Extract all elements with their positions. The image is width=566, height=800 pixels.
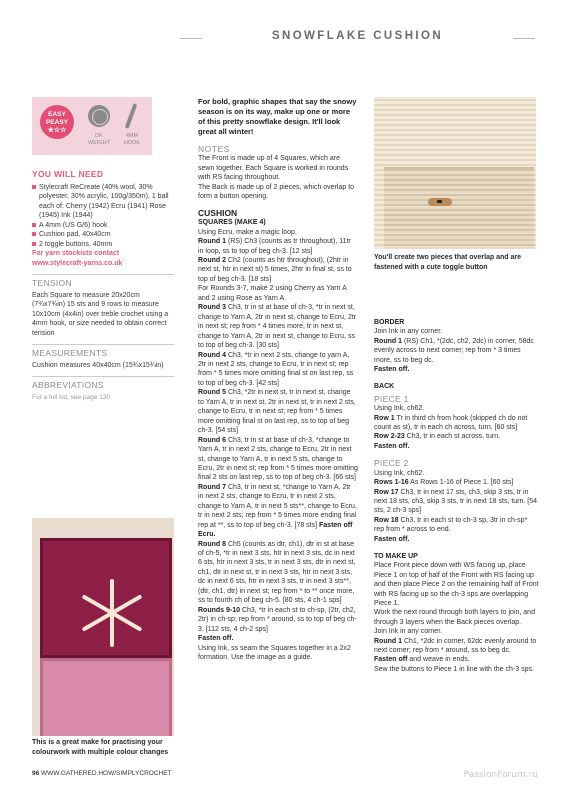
left-column [32,170,174,402]
fasten-text: and weave in ends. [407,656,470,664]
back-heading: BACK [374,383,395,391]
materials-list [32,183,174,250]
fasten-off: Fasten off. [198,635,234,643]
divider [32,274,174,275]
snowflake-icon [111,613,113,615]
notes-text-2: The Back is made up of 2 pieces, which overlap to form a button opening. [198,183,355,201]
round-lead: Round 7 [198,483,226,491]
closing-text: Using Ink, ss seam the Squares together in a 2x2 formation. Use the image as a guide. [198,644,351,662]
abbreviations-text: For a full list, see page 130 [32,393,111,401]
you-will-need-heading: YOU WILL NEED [32,169,104,179]
stockists-line: For yarn stockists contact [32,250,120,257]
round-text: Ch1, *2dc in corner, 62dc evenly around to next corner; rep from * around, ss to beg dc. [374,637,537,654]
badge-stars: ★☆☆ [47,127,67,134]
cushion-heading: CUSHION [198,207,238,218]
round-instruction [198,284,358,303]
piece-2-fasten-off: Fasten off. [374,535,410,543]
toggle-button-photo [374,97,536,249]
hook-label-2: HOOK [123,140,141,146]
divider [32,344,174,345]
piece-2-row-18 [374,516,539,535]
round-text: Ch2 (counts as htr throughout), (2htr in next st, htr in next st) 5 times, 2htr in final st, ss to top of beg ch-3. [18 sts] [198,256,352,283]
row-text: Ch3, tr in each st across, turn. [404,433,501,441]
row-text: Ch3, tr in next 17 sts, ch3, skip 3 sts, tr in next 18 sts, ch3, skip 3 sts, tr in next 18 sts, turn. [54 sts, 2 ch-3 sps] [374,488,538,515]
round-text: Using Ecru, make a magic loop. [198,228,297,236]
round-text: Ch3, *2tr in next st, tr in next st, change to Yarn A, tr in next st, 2tr in next st, tr in next 2 sts, change to Ecru, tr in next st; rep from * 5 times more omitting final st on last rep, ss to top of beg ch-3. [54 sts] [198,389,356,435]
make-up-text-3: Join Ink in any corner. [374,628,443,636]
header-rule-right [513,38,535,39]
piece-1-start: Using Ink, ch62. [374,405,425,413]
round-instruction [198,483,358,540]
border-join: Join Ink in any corner. [374,328,443,336]
round-lead: Round 3 [198,304,226,312]
row-text: Ch3, tr in each st to ch-3 sp, 3tr in ch-sp* rep from * across to end. [374,516,528,534]
materials-item [32,221,174,231]
round-instruction [198,351,358,389]
round-instruction [198,606,358,634]
round-instruction [198,237,358,256]
tension-text: Each Square to measure 20x20cm (7¾x7¾in) 15 sts and 9 rows to measure 10x10cm (4x4in) over treble crochet using a 4mm hook, or size needed to obtain correct tension [32,291,169,337]
divider [32,376,174,377]
materials-item-text: Stylecraft ReCreate (40% wool, 30% polyester, 30% acrylic, 100g/350m), 1 ball each of: Cherry (1942) Ecru (1941) Rose (1945) Ink (1944) [39,183,169,219]
materials-item [32,183,174,221]
piece-2-heading: PIECE 2 [374,458,409,469]
badge-line-2: PEASY [45,119,69,126]
make-up-fasten-off [374,655,539,664]
round-instruction [198,388,358,435]
round-text: (RS) Ch3 (counts as tr throughout), 11tr in loop, ss to top of beg ch-3. [12 sts] [198,238,351,255]
round-text: Ch3, tr in st at base of ch-3, *change to Yarn A, tr in next 2 sts, change to Ecru, 2tr in next st, change to Yarn A, tr in next 5 sts, change to Ecru, 2tr in next st; rep from * 5 times more omitting final 2 sts on last rep, ss to top of beg ch-3. [66 sts] [198,436,358,482]
right-photo-caption: You'll create two pieces that overlap and are fastened with a cute toggle button [374,254,522,271]
round-lead: Round 1 [374,637,402,645]
tension-heading: TENSION [32,278,72,288]
round-text: For Rounds 3-7, make 2 using Cherry as Yarn A and 2 using Rose as Yarn A. [198,285,347,302]
border-fasten-off: Fasten off. [374,366,410,374]
cushion-photo [32,518,174,736]
overlap-flap-image [384,167,534,249]
round-lead: Round 6 [198,436,226,444]
round-instruction [198,540,358,606]
materials-item-text: 2 toggle buttons, 40mm [39,240,113,248]
make-up-round-1 [374,637,539,656]
round-text: Ch3, *tr in each st to ch-sp, (2tr, ch2, 2tr) in ch-sp; rep from * around, ss to top of beg ch-3. [112 sts, 4 ch-2 sps] [198,606,357,633]
fasten-off-inline: Fasten off Ecru. [198,521,353,539]
hook-label [117,133,147,147]
round-lead: Round 5 [198,389,226,397]
round-lead: Round 1 [374,337,402,345]
round-text: (RS) Ch1, *(2dc, ch2, 2dc) in corner, 58dc evenly across to next corner; rep from * 3 times more, ss to beg dc. [374,337,534,364]
row-lead: Row 1 [374,414,395,422]
materials-item [32,230,174,240]
make-up-heading: TO MAKE UP [374,552,418,560]
round-lead: Round 8 [198,540,226,548]
make-up-text-1: Place Front piece down with WS facing up, place Piece 1 on top of half of the Front with RS facing up and then place Piece 2 on the remaining half of Front with RS facing up so the ch-3 sps are overlapping Piece 1. [374,562,539,607]
round-text: Ch3, tr in st at base of ch-3, *tr in next st, change to Yarn A, 2tr in next st, change to Ecru, 2tr in next st; rep from * 4 times more, tr in next st, change to Yarn A, 2tr in next st, change to Ecru, ss to top of beg ch-3. [30 sts] [198,304,357,350]
row-text: As Rows 1-16 of Piece 1. [60 sts] [408,479,514,487]
abbreviations-heading: ABBREVIATIONS [32,380,104,390]
round-lead: Round 2 [198,256,226,264]
round-text: Ch3, tr in next st, *change to Yarn A, 2tr in next 2 sts, change to Ecru, tr in next 2 sts, change to Yarn A, tr in next 5 sts**, change to Ecru, tr in next 2 sts; rep from * 5 times more ending final rep at **, ss to top of beg ch-3. [78 sts] [198,483,357,529]
crochet-hook-icon [125,103,138,129]
border-heading: BORDER [374,319,405,326]
round-lead: Rounds 9-10 [198,606,241,614]
page-header [180,30,535,48]
left-photo-caption: This is a great make for practising your colourwork with multiple colour changes [32,739,169,756]
round-instruction [198,256,358,284]
weight-label-2: WEIGHT [88,140,110,146]
rose-square-image [40,658,172,736]
row-lead: Rows 1-16 [374,479,409,487]
toggle-button-icon [428,198,452,206]
piece-2-row-1 [374,478,539,487]
measurements-text: Cushion measures 40x40cm (15¾x15¾in) [32,361,164,369]
round-text: Ch5 (counts as dtr, ch1), dtr in st at base of ch-5, *tr in next 3 sts, htr in next 3 sts, dc in next 6 sts, htr in next 3 sts, tr in next 3 sts, dtr in next st, ch1, dtr in next st, tr in next 3 sts, htr in next 3 sts, dc in next 6 sts, htr in next 3 sts, tr in next 3 sts**, (dtr, ch1, dtr) in next st; rep from * to ** once more, ss to fourth ch of beg ch-5. [80 sts, 4 ch-1 sps] [198,540,356,605]
badge-line-1: EASY [48,111,66,118]
right-column [374,318,539,674]
round-lead: Round 1 [198,238,226,246]
middle-column [198,97,358,662]
materials-item [32,240,174,250]
make-up-text-4: Sew the buttons to Piece 1 in line with the ch-3 sps. [374,665,534,673]
page-footer [32,770,172,777]
notes-heading: NOTES [198,144,230,154]
notes-text-1: The Front is made up of 4 Squares, which are sewn together. Each Square is worked in rounds with RS facing throughout. [198,155,349,182]
yarn-ball-icon [88,105,110,127]
cherry-square-image [40,538,172,658]
fasten-lead: Fasten off [374,656,408,664]
weight-label [84,133,114,147]
page-title: SNOWFLAKE CUSHION [271,30,444,42]
piece-1-row-2 [374,432,539,441]
easy-peasy-badge-icon [40,105,74,139]
piece-1-fasten-off: Fasten off. [374,442,410,450]
stockists-url[interactable]: www.stylecraft-yarns.co.uk [32,259,123,267]
border-round-1 [374,337,539,365]
piece-1-row-1 [374,414,539,433]
row-lead: Row 17 [374,488,399,496]
intro-text: For bold, graphic shapes that say the snowy season is on its way, make up one or more of this pretty snowflake design. It'll look great all winter! [198,97,357,136]
round-text: Ch3, *tr in next 2 sts, change to yarn A, 2tr in next 2 sts, change to Ecru, tr in next st; rep from * 5 times more omitting final st on last rep, ss to top of beg ch-3. [42 sts] [198,351,354,387]
materials-item-text: Cushion pad, 40x40cm [39,231,111,238]
piece-2-row-17 [374,488,539,516]
hook-label-1: 4MM [125,133,139,139]
row-lead: Row 2-23 [374,433,405,441]
weight-label-1: DK [95,133,103,139]
footer-url[interactable]: WWW.GATHERED.HOW/SIMPLYCROCHET [41,770,172,777]
round-instruction [198,228,358,237]
skill-level-box [32,97,152,155]
round-instruction [198,436,358,483]
make-up-text-2: Work the next round through both layers to join, and through 3 layers when the Back pieces overlap. [374,609,535,626]
row-text: Tr in third ch from hook (skipped ch do not count as st), tr in each ch across, turn. [60 sts] [374,414,528,432]
header-rule-left [180,38,202,39]
piece-2-start: Using Ink, ch62. [374,469,425,477]
piece-1-heading: PIECE 1 [374,393,409,404]
watermark: PassionForum.ru [463,770,538,780]
round-lead: Round 4 [198,351,226,359]
row-lead: Row 18 [374,516,399,524]
round-instruction [198,303,358,350]
page-number: 96 [32,770,40,777]
measurements-heading: MEASUREMENTS [32,348,108,358]
materials-item-text: A 4mm (US G/6) hook [39,221,108,229]
squares-heading: SQUARES (MAKE 4) [198,219,266,227]
